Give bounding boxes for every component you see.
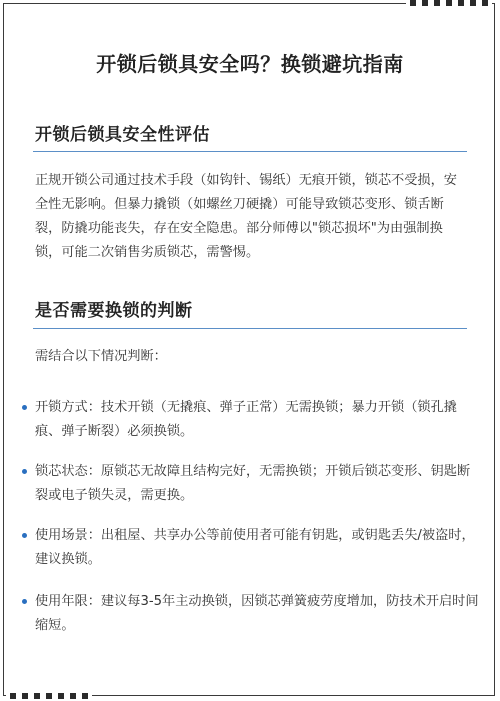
list-item-text: 锁芯状态：原锁芯无故障且结构完好，无需换锁；开锁后锁芯变形、钥匙断裂或电子锁失灵，需更换。 — [35, 464, 471, 503]
list-item — [22, 460, 480, 508]
list-item — [22, 590, 480, 638]
list-item — [22, 524, 480, 572]
judgement-intro: 需结合以下情况判断： — [35, 349, 167, 364]
decorative-dots-bottom — [6, 693, 92, 699]
decorative-dots-top — [406, 0, 492, 6]
section-divider — [33, 328, 467, 329]
bullet-icon — [22, 599, 27, 604]
section-divider — [33, 151, 467, 152]
list-item — [22, 396, 480, 444]
section-heading-safety: 开锁后锁具安全性评估 — [35, 125, 210, 145]
bullet-icon — [22, 405, 27, 410]
list-item-text: 使用年限：建议每3-5年主动换锁，因锁芯弹簧疲劳度增加，防技术开启时间缩短。 — [35, 594, 479, 633]
list-item-text: 开锁方式：技术开锁（无撬痕、弹子正常）无需换锁；暴力开锁（锁孔撬痕、弹子断裂）必须换锁。 — [35, 400, 457, 439]
page-title: 开锁后锁具安全吗？换锁避坑指南 — [96, 52, 404, 76]
list-item-text: 使用场景：出租屋、共享办公等前使用者可能有钥匙，或钥匙丢失/被盗时，建议换锁。 — [35, 528, 475, 567]
safety-paragraph: 正规开锁公司通过技术手段（如钩针、锡纸）无痕开锁，锁芯不受损，安全性无影响。但暴力撬锁（如螺丝刀硬撬）可能导致锁芯变形、锁舌断裂，防撬功能丧失，存在安全隐患。部分师傅以"锁芯损坏"为由强制换锁，可能二次销售劣质锁芯，需警惕。 — [35, 173, 457, 260]
section-heading-judgement: 是否需要换锁的判断 — [35, 301, 193, 321]
bullet-icon — [22, 533, 27, 538]
bullet-icon — [22, 469, 27, 474]
